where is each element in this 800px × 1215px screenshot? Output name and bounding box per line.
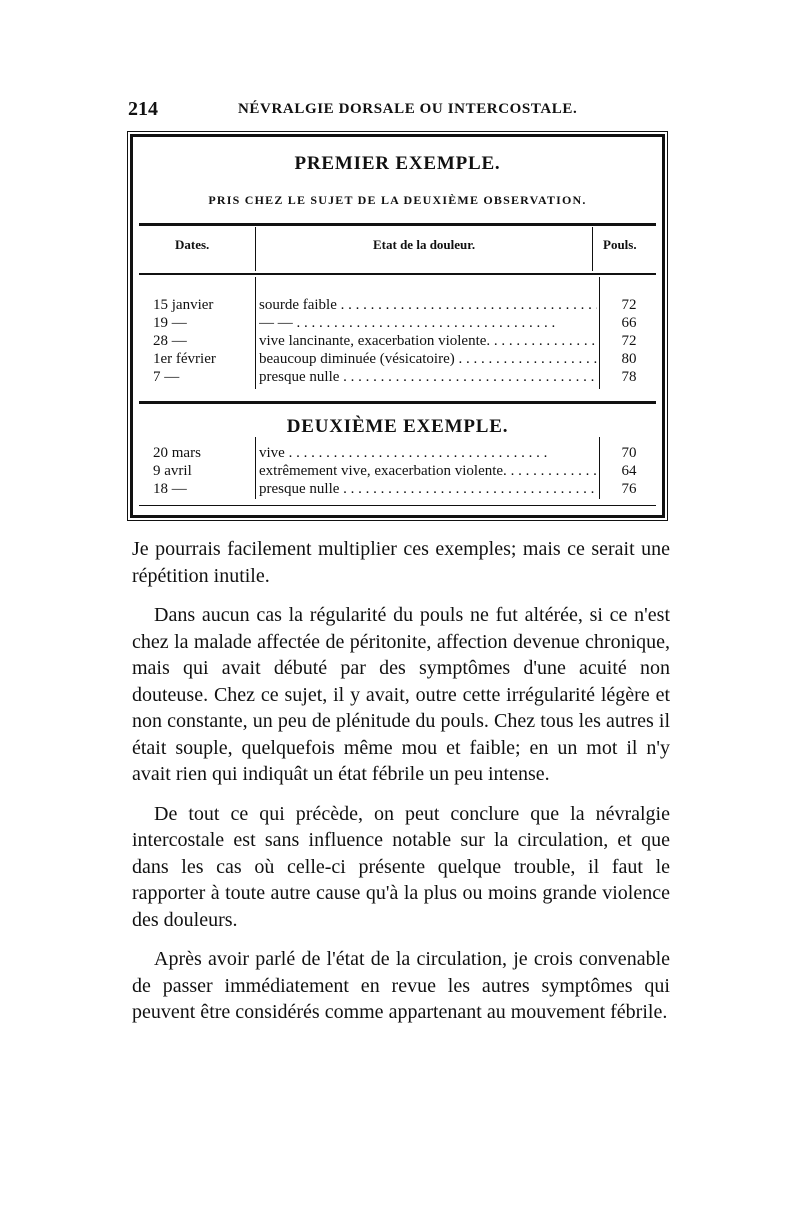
row-etat: vive lancinante, exacerbation violente. . . .: [259, 331, 597, 351]
row-pouls: 72: [621, 297, 637, 313]
paragraph: De tout ce qui précède, on peut conclure que la névralgie intercostale est sans influence notable sur la circulation, et que dans les cas où celle-ci présente quelque trouble, il faut le rapporter à toute autre cause qu'à la plus ou moins grande violence des douleurs.: [132, 802, 670, 931]
row-date: 19 —: [153, 315, 187, 331]
row-etat: presque nulle . . .: [259, 367, 597, 387]
table-row: [133, 461, 662, 481]
column-header-pouls: Pouls.: [603, 237, 637, 252]
table-rule: [139, 505, 656, 506]
row-date: 15 janvier: [153, 297, 214, 313]
page-number: 214: [128, 98, 158, 120]
running-header: [128, 98, 668, 122]
row-date: 1er février: [153, 351, 216, 367]
table-row: [133, 313, 662, 333]
row-date: 18 —: [153, 481, 187, 497]
row-pouls: 64: [621, 463, 637, 479]
column-divider: [255, 227, 256, 271]
column-header-dates: Dates.: [175, 237, 210, 252]
table-row: [133, 331, 662, 351]
pulse-table: [130, 134, 665, 518]
table-row: [133, 443, 662, 463]
row-etat: presque nulle . . .: [259, 479, 597, 499]
row-pouls: 78: [621, 369, 637, 385]
row-pouls: 66: [621, 315, 637, 331]
paragraph: Dans aucun cas la régularité du pouls ne fut altérée, si ce n'est chez la malade affectée de péritonite, affection devenue chronique, mais qui avait débuté par des symptômes d'une acuité non douteuse. Chez ce sujet, il y avait, outre cette irrégularité légère et non constante, un peu de plénitude du pouls. Chez tous les autres il était souple, quelquefois même mou et faible; en un mot il n'y avait rien qui indiquât un état fébrile un peu intense.: [132, 604, 670, 785]
row-pouls: 80: [621, 351, 637, 367]
table-rule: [139, 401, 656, 404]
table-title-first-example: PREMIER EXEMPLE.: [294, 153, 501, 174]
table-row: [133, 295, 662, 315]
row-etat: — — . . .: [259, 313, 597, 333]
row-pouls: 72: [621, 333, 637, 349]
table-rule: [139, 273, 656, 275]
column-divider: [592, 227, 593, 271]
table-subtitle: PRIS CHEZ LE SUJET DE LA DEUXIÈME OBSERVATION.: [208, 193, 587, 207]
row-etat: extrêmement vive, exacerbation violente. . . .: [259, 461, 597, 481]
paragraph: Après avoir parlé de l'état de la circulation, je crois convenable de passer immédiatement en revue les autres symptômes qui peuvent être considérés comme appartenant au mouvement fébrile.: [132, 948, 670, 1023]
row-date: 20 mars: [153, 445, 201, 461]
row-date: 28 —: [153, 333, 187, 349]
row-date: 9 avril: [153, 463, 192, 479]
row-etat: vive . . .: [259, 443, 597, 463]
body-text: [132, 536, 670, 1039]
row-etat: beaucoup diminuée (vésicatoire) . . .: [259, 349, 597, 369]
running-title: NÉVRALGIE DORSALE OU INTERCOSTALE.: [238, 101, 578, 117]
table-row: [133, 349, 662, 369]
table-row: [133, 479, 662, 499]
row-pouls: 76: [621, 481, 637, 497]
table-title-second-example: DEUXIÈME EXEMPLE.: [286, 416, 509, 437]
paragraph: Je pourrais facilement multiplier ces exemples; mais ce serait une répétition inutile.: [132, 538, 670, 587]
table-row: [133, 367, 662, 387]
column-header-etat: Etat de la douleur.: [373, 237, 476, 252]
row-pouls: 70: [621, 445, 637, 461]
table-rule: [139, 223, 656, 226]
row-date: 7 —: [153, 369, 180, 385]
row-etat: sourde faible . . .: [259, 295, 597, 315]
